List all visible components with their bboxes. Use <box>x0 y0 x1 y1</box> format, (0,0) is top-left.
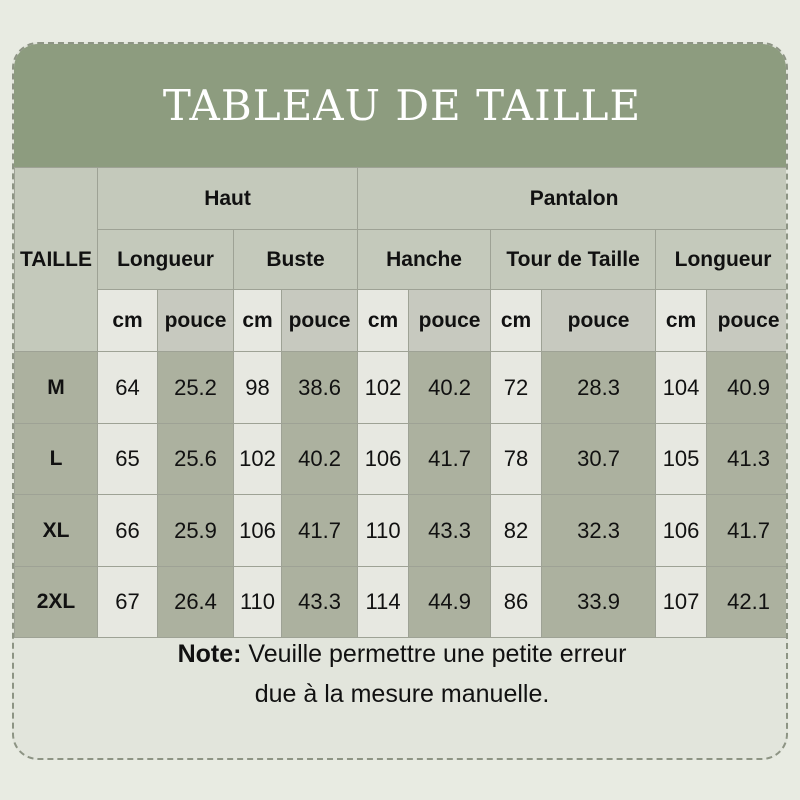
value-cell: 41.7 <box>409 424 491 495</box>
unit-header: pouce <box>282 290 358 352</box>
footnote <box>14 634 788 714</box>
value-cell: 102 <box>358 352 409 424</box>
note-label: Note: <box>177 640 242 668</box>
value-cell: 110 <box>234 567 282 638</box>
value-cell: 65 <box>98 424 158 495</box>
unit-header: cm <box>656 290 707 352</box>
note-text-2: due à la mesure manuelle. <box>254 680 550 708</box>
unit-header: pouce <box>542 290 656 352</box>
value-cell: 40.9 <box>707 352 788 424</box>
unit-header: pouce <box>707 290 788 352</box>
unit-header: pouce <box>409 290 491 352</box>
value-cell: 32.3 <box>542 495 656 567</box>
value-cell: 67 <box>98 567 158 638</box>
table-row <box>15 424 789 495</box>
value-cell: 28.3 <box>542 352 656 424</box>
size-cell: 2XL <box>15 567 98 638</box>
value-cell: 40.2 <box>409 352 491 424</box>
measure-header: Tour de Taille <box>491 230 656 290</box>
value-cell: 107 <box>656 567 707 638</box>
value-cell: 114 <box>358 567 409 638</box>
size-table <box>14 167 788 638</box>
measure-header: Longueur <box>98 230 234 290</box>
value-cell: 30.7 <box>542 424 656 495</box>
value-cell: 41.3 <box>707 424 788 495</box>
value-cell: 82 <box>491 495 542 567</box>
footnote-line-1 <box>14 634 788 674</box>
value-cell: 43.3 <box>409 495 491 567</box>
chart-title: TABLEAU DE TAILLE <box>162 81 642 130</box>
value-cell: 110 <box>358 495 409 567</box>
unit-header: cm <box>358 290 409 352</box>
title-banner <box>14 44 788 167</box>
value-cell: 64 <box>98 352 158 424</box>
value-cell: 44.9 <box>409 567 491 638</box>
measure-header: Hanche <box>358 230 491 290</box>
unit-header: cm <box>98 290 158 352</box>
value-cell: 42.1 <box>707 567 788 638</box>
value-cell: 106 <box>358 424 409 495</box>
value-cell: 25.9 <box>158 495 234 567</box>
value-cell: 86 <box>491 567 542 638</box>
value-cell: 41.7 <box>282 495 358 567</box>
value-cell: 104 <box>656 352 707 424</box>
size-header: TAILLE <box>15 168 98 352</box>
value-cell: 41.7 <box>707 495 788 567</box>
note-text-1: Veuille permettre une petite erreur <box>241 640 627 668</box>
group-header-top: Haut <box>98 168 358 230</box>
value-cell: 26.4 <box>158 567 234 638</box>
value-cell: 40.2 <box>282 424 358 495</box>
value-cell: 43.3 <box>282 567 358 638</box>
value-cell: 106 <box>656 495 707 567</box>
value-cell: 98 <box>234 352 282 424</box>
size-cell: M <box>15 352 98 424</box>
table-row <box>15 495 789 567</box>
unit-header: pouce <box>158 290 234 352</box>
table-row <box>15 567 789 638</box>
value-cell: 72 <box>491 352 542 424</box>
size-cell: XL <box>15 495 98 567</box>
measure-header: Longueur <box>656 230 788 290</box>
value-cell: 105 <box>656 424 707 495</box>
value-cell: 66 <box>98 495 158 567</box>
measure-header: Buste <box>234 230 358 290</box>
table-row <box>15 352 789 424</box>
value-cell: 38.6 <box>282 352 358 424</box>
value-cell: 78 <box>491 424 542 495</box>
group-header-bottom: Pantalon <box>358 168 788 230</box>
size-chart-card <box>12 42 788 760</box>
value-cell: 33.9 <box>542 567 656 638</box>
unit-header: cm <box>234 290 282 352</box>
value-cell: 25.6 <box>158 424 234 495</box>
value-cell: 102 <box>234 424 282 495</box>
unit-header: cm <box>491 290 542 352</box>
value-cell: 25.2 <box>158 352 234 424</box>
value-cell: 106 <box>234 495 282 567</box>
size-cell: L <box>15 424 98 495</box>
